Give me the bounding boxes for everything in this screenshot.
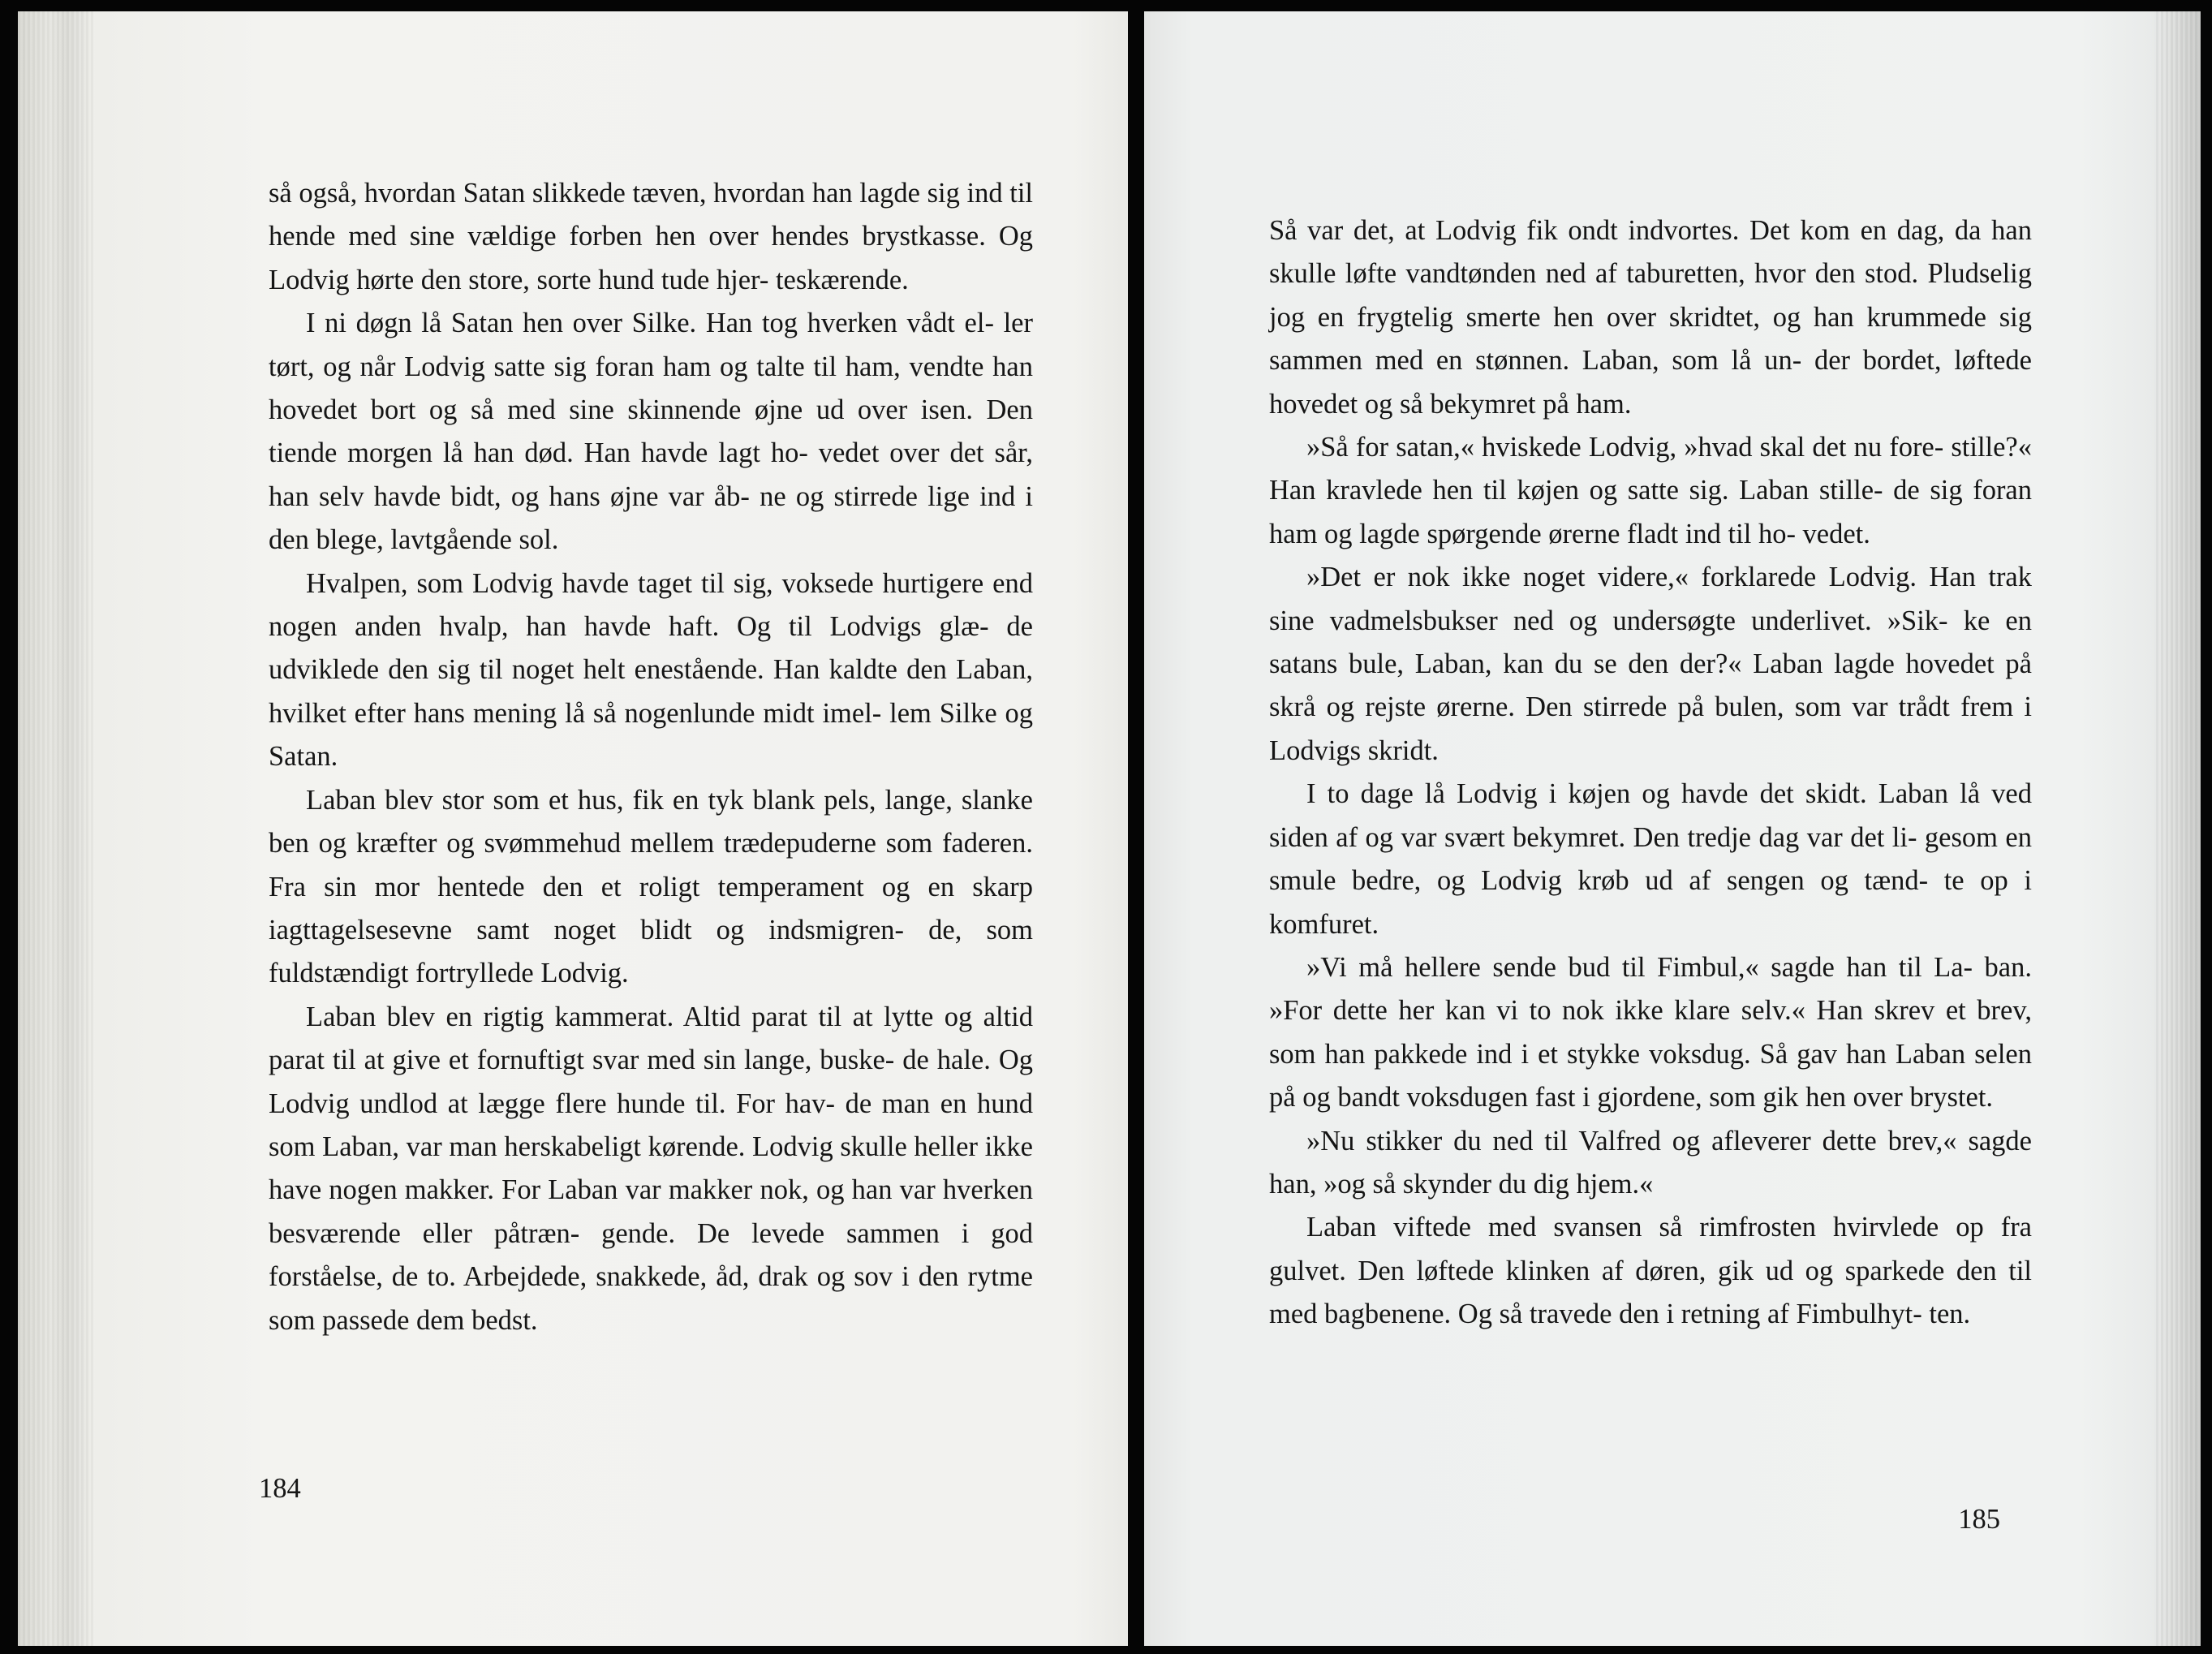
right-page-number: 185 xyxy=(1958,1504,2000,1535)
paragraph: I to dage lå Lodvig i køjen og havde det skidt. Laban lå ved siden af og var svært bekymret. Den tredje dag var det li- gesom en smule bedre, og Lodvig krøb ud af sengen og tænd- te op i komfuret. xyxy=(1269,778,2032,940)
paragraph: Så var det, at Lodvig fik ondt indvortes. Det kom en dag, da han skulle løfte vandtønden ned af taburetten, hvor den stod. Pludselig jog en frygtelig smerte hen over skridtet, og han krummede sig sammen med en stønnen. Laban, som lå un- der bordet, løftede hovedet og så bekymret på ham. xyxy=(1269,215,2032,420)
right-page xyxy=(1144,11,2201,1646)
left-page xyxy=(18,11,1128,1646)
paragraph: »Vi må hellere sende bud til Fimbul,« sagde han til La- ban. »For dette her kan vi to nok ikke klare selv.« Han skrev et brev, som han pakkede ind i et stykke voksdug. Så gav han Laban selen på og bandt voksdugen fast i gjordene, som gik hen over brystet. xyxy=(1269,951,2032,1113)
paragraph: »Det er nok ikke noget videre,« forklarede Lodvig. Han trak sine vadmelsbukser ned og undersøgte underlivet. »Sik- ke en satans bule, Laban, kan du se den der?« Laban lagde hovedet på skrå og rejste ørerne. Den stirrede på bulen, som var trådt frem i Lodvigs skridt. xyxy=(1269,562,2032,766)
paragraph: I ni døgn lå Satan hen over Silke. Han tog hverken vådt el- ler tørt, og når Lodvig satte sig foran ham og talte til ham, vendte han hovedet bort og så med sine skinnende øjne ud over isen. Den tiende morgen lå han død. Han havde lagt ho- vedet over det sår, han selv havde bidt, og hans øjne var åb- ne og stirrede lige ind i den blege, lavtgående sol. xyxy=(269,308,1033,556)
paragraph: så også, hvordan Satan slikkede tæven, hvordan han lagde sig ind til hende med sine vældige forben hen over hendes brystkasse. Og Lodvig hørte den store, sorte hund tude hjer- teskærende. xyxy=(269,178,1033,295)
paragraph: »Så for satan,« hviskede Lodvig, »hvad skal det nu fore- stille?« Han kravlede hen til køjen og satte sig. Laban stille- de sig foran ham og lagde spørgende ørerne fladt ind til ho- vedet. xyxy=(1269,432,2032,549)
paragraph: Laban blev en rigtig kammerat. Altid parat til at lytte og altid parat til at give et fornuftigt svar med sin lange, buske- de hale. Og Lodvig undlod at lægge flere hunde til. For hav- de man en hund som Laban, var man herskabeligt kørende. Lodvig skulle heller ikke have nogen makker. For Laban var makker nok, og han var hverken besværende eller påtræn- gende. De levede sammen i god forståelse, de to. Arbejdede, snakkede, åd, drak og sov i den rytme som passede dem bedst. xyxy=(269,1001,1033,1336)
left-page-number: 184 xyxy=(259,1473,301,1504)
paragraph: Laban viftede med svansen så rimfrosten hvirvlede op fra gulvet. Den løftede klinken af døren, gik ud og sparkede den til med bagbenene. Og så travede den i retning af Fimbulhyt- ten. xyxy=(1269,1212,2032,1330)
paragraph: »Nu stikker du ned til Valfred og afleverer dette brev,« sagde han, »og så skynder du dig hjem.« xyxy=(1269,1125,2032,1200)
right-page-body xyxy=(1269,209,2032,1337)
left-page-body xyxy=(269,172,1033,1342)
paragraph: Hvalpen, som Lodvig havde taget til sig, voksede hurtigere end nogen anden hvalp, han havde haft. Og til Lodvigs glæ- de udviklede den sig til noget helt enestående. Han kaldte den Laban, hvilket efter hans mening lå så nogenlunde midt imel- lem Silke og Satan. xyxy=(269,567,1033,773)
paragraph: Laban blev stor som et hus, fik en tyk blank pels, lange, slanke ben og kræfter og svømmehud mellem trædepuderne som faderen. Fra sin mor hentede den et roligt temperament og en skarp iagttagelsesevne samt noget blidt og indsmigren- de, som fuldstændigt fortryllede Lodvig. xyxy=(269,784,1033,989)
page-edge-shadow xyxy=(18,11,95,1646)
page-fore-edge xyxy=(2156,11,2201,1646)
